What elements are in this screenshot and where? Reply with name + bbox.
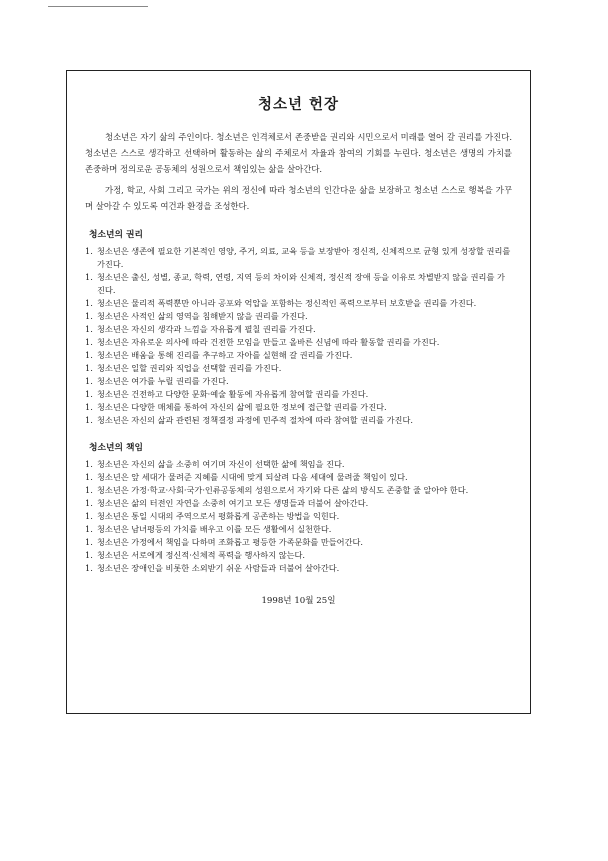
item-number: 1. (85, 511, 93, 521)
item-number: 1. (85, 350, 93, 360)
responsibility-item-text: 청소년은 자신의 삶을 소중히 여기며 자신이 선택한 삶에 책임을 진다. (97, 459, 345, 469)
proclamation-date: 1998년 10월 25일 (261, 596, 336, 606)
rights-item (85, 323, 512, 336)
rights-item-text: 청소년은 자유로운 의사에 따라 건전한 모임을 만들고 올바른 신념에 따라 활동할 권리를 가진다. (97, 337, 440, 347)
responsibility-item (85, 549, 512, 562)
responsibility-item (85, 484, 512, 497)
item-number: 1. (85, 472, 93, 482)
item-number: 1. (85, 415, 93, 425)
rights-item (85, 375, 512, 388)
item-number: 1. (85, 324, 93, 334)
responsibility-item (85, 497, 512, 510)
charter-frame (66, 70, 531, 714)
responsibility-item-text: 청소년은 서로에게 정신적·신체적 폭력을 행사하지 않는다. (97, 550, 306, 560)
responsibility-item (85, 510, 512, 523)
responsibilities-list (85, 458, 512, 575)
rights-item-text: 청소년은 건전하고 다양한 문화·예술 활동에 자유롭게 참여할 권리를 가진다. (97, 389, 369, 399)
rights-item (85, 349, 512, 362)
item-number: 1. (85, 459, 93, 469)
responsibility-item-text: 청소년은 통일 시대의 주역으로서 평화롭게 공존하는 방법을 익힌다. (97, 511, 340, 521)
responsibility-item-text: 청소년은 삶의 터전인 자연을 소중히 여기고 모든 생명들과 더불어 살아간다. (97, 498, 369, 508)
rights-item (85, 310, 512, 323)
responsibility-item-text: 청소년은 가정에서 책임을 다하며 조화롭고 평등한 가족문화를 만들어간다. (97, 537, 364, 547)
rights-item-text: 청소년은 배움을 통해 진리를 추구하고 자아를 실현해 갈 권리를 가진다. (97, 350, 353, 360)
rights-item-text: 청소년은 물리적 폭력뿐만 아니라 공포와 억압을 포함하는 정신적인 폭력으로부터 보호받을 권리를 가진다. (97, 298, 477, 308)
rights-item (85, 362, 512, 375)
rights-item (85, 271, 512, 297)
rights-item-text: 청소년은 자신의 삶과 관련된 정책결정 과정에 민주적 절차에 따라 참여할 권리를 가진다. (97, 415, 413, 425)
responsibility-item-text: 청소년은 가정·학교·사회·국가·인류공동체의 성원으로서 자기와 다른 삶의 방식도 존중할 줄 알아야 한다. (97, 485, 469, 495)
item-number: 1. (85, 389, 93, 399)
rights-item-text: 청소년은 다양한 매체를 통하여 자신의 삶에 필요한 정보에 접근할 권리를 가진다. (97, 402, 387, 412)
rights-item-text: 청소년은 생존에 필요한 기본적인 영양, 주거, 의료, 교육 등을 보장받아 정신적, 신체적으로 균형 있게 성장할 권리를 가진다. (97, 246, 511, 269)
item-number: 1. (85, 402, 93, 412)
rights-item-text: 청소년은 여가를 누릴 권리를 가진다. (97, 376, 229, 386)
item-number: 1. (85, 485, 93, 495)
item-number: 1. (85, 550, 93, 560)
item-number: 1. (85, 563, 93, 573)
item-number: 1. (85, 537, 93, 547)
responsibility-item-text: 청소년은 장애인을 비롯한 소외받기 쉬운 사람들과 더불어 살아간다. (97, 563, 340, 573)
rights-item-text: 청소년은 자신의 생각과 느낌을 자유롭게 펼칠 권리를 가진다. (97, 324, 316, 334)
responsibility-item (85, 562, 512, 575)
page-title: 청소년 헌장 (257, 96, 340, 113)
responsibility-item (85, 458, 512, 471)
responsibility-item (85, 471, 512, 484)
item-number: 1. (85, 246, 93, 256)
item-number: 1. (85, 376, 93, 386)
preamble-paragraph-1: 청소년은 자기 삶의 주인이다. 청소년은 인격체로서 존중받을 권리와 시민으로서 미래를 열어 갈 권리를 가진다. 청소년은 스스로 생각하고 선택하며 활동하는 삶의 주체로서 자율과 참여의 기회를 누린다. 청소년은 생명의 가치를 존중하며 정의로운 공동체의 성원으로서 책임있는 삶을 살아간다. (85, 132, 512, 174)
item-number: 1. (85, 337, 93, 347)
rights-item-text: 청소년은 사적인 삶의 영역을 침해받지 않을 권리를 가진다. (97, 311, 308, 321)
item-number: 1. (85, 298, 93, 308)
rights-item (85, 401, 512, 414)
rights-item (85, 245, 512, 271)
item-number: 1. (85, 524, 93, 534)
rights-item (85, 336, 512, 349)
top-rule (48, 6, 148, 7)
rights-list (85, 245, 512, 427)
responsibilities-heading: 청소년의 책임 (89, 443, 144, 453)
responsibility-item-text: 청소년은 남녀평등의 가치를 배우고 이를 모든 생활에서 실천한다. (97, 524, 332, 534)
responsibility-item-text: 청소년은 앞 세대가 물려준 지혜를 시대에 맞게 되살려 다음 세대에 물려줄 책임이 있다. (97, 472, 408, 482)
rights-item (85, 414, 512, 427)
rights-heading: 청소년의 권리 (89, 230, 144, 240)
item-number: 1. (85, 498, 93, 508)
rights-item-text: 청소년은 일할 권리와 직업을 선택할 권리를 가진다. (97, 363, 282, 373)
rights-item (85, 388, 512, 401)
rights-item-text: 청소년은 출신, 성별, 종교, 학력, 연령, 지역 등의 차이와 신체적, 정신적 장애 등을 이유로 차별받지 않을 권리를 가진다. (97, 272, 505, 295)
item-number: 1. (85, 311, 93, 321)
item-number: 1. (85, 272, 93, 282)
item-number: 1. (85, 363, 93, 373)
rights-item (85, 297, 512, 310)
responsibility-item (85, 536, 512, 549)
preamble-paragraph-2: 가정, 학교, 사회 그리고 국가는 위의 정신에 따라 청소년의 인간다운 삶을 보장하고 청소년 스스로 행복을 가꾸며 살아갈 수 있도록 여건과 환경을 조성한다. (85, 185, 512, 211)
responsibility-item (85, 523, 512, 536)
